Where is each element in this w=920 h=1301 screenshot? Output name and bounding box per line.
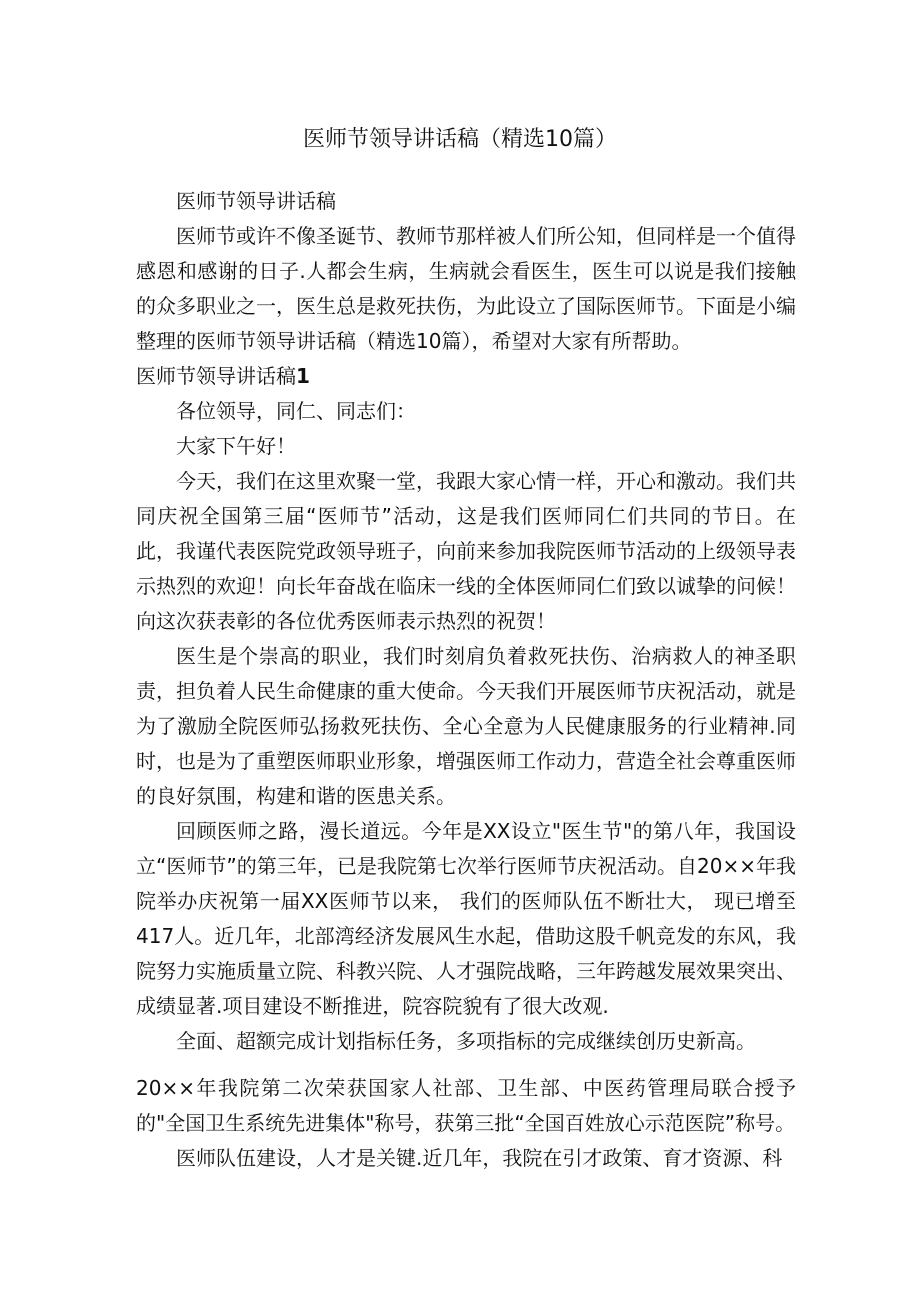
- document-body: [136, 184, 796, 1176]
- intro-paragraph: 医师节或许不像圣诞节、教师节那样被人们所公知，但同样是一个值得感恩和感谢的日子.人都会生病，生病就会看医生，医生可以说是我们接触的众多职业之一，医生总是救死扶伤，为此设立了国际医师节。下面是小编整理的医师节领导讲话稿（精选10篇），希望对大家有所帮助。: [136, 224, 796, 353]
- document-title: 医师节领导讲话稿（精选10篇）: [303, 127, 617, 152]
- body-paragraph: 医师队伍建设，人才是关键.近几年，我院在引才政策、育才资源、科: [176, 1146, 783, 1170]
- body-paragraph: 今天，我们在这里欢聚一堂，我跟大家心情一样，开心和激动。我们共同庆祝全国第三届“医师节”活动，这是我们医师同仁们共同的节日。在此，我谨代表医院党政领导班子，向前来参加我院医师节活动的上级领导表示热烈的欢迎！向长年奋战在临床一线的全体医师同仁们致以诚挚的问候！向这次获表彰的各位优秀医师表示热烈的祝贺！: [136, 469, 796, 633]
- document-subtitle: 医师节领导讲话稿: [176, 189, 336, 213]
- section-heading: [136, 359, 796, 394]
- salutation-paragraph: 大家下午好！: [176, 434, 296, 458]
- greeting-paragraph: 各位领导，同仁、同志们：: [176, 399, 416, 423]
- body-paragraph: 全面、超额完成计划指标任务，多项指标的完成继续创历史新高。: [176, 1029, 756, 1053]
- body-paragraph: 20××年我院第二次荣获国家人社部、卫生部、中医药管理局联合授予的"全国卫生系统先进集体"称号，获第三批“全国百姓放心示范医院”称号。: [136, 1076, 796, 1135]
- section-heading-text: 医师节领导讲话稿: [136, 364, 296, 388]
- body-paragraph: 回顾医师之路，漫长道远。今年是XX设立"医生节"的第八年，我国设立“医师节”的第三年，已是我院第七次举行医师节庆祝活动。自20××年我院举办庆祝第一届XX医师节以来， 我们的医师队伍不断壮大， 现已增至417人。近几年，北部湾经济发展风生水起，借助这股千帆竞发的东风，我院努力实施质量立院、科教兴院、人才强院战略，三年跨越发展效果突出、成绩显著.项目建设不断推进，院容院貌有了很大改观.: [136, 819, 796, 1018]
- section-heading-number: 1: [296, 364, 310, 388]
- body-paragraph: 医生是个崇高的职业，我们时刻肩负着救死扶伤、治病救人的神圣职责，担负着人民生命健康的重大使命。今天我们开展医师节庆祝活动，就是为了激励全院医师弘扬救死扶伤、全心全意为人民健康服务的行业精神.同时，也是为了重塑医师职业形象，增强医师工作动力，营造全社会尊重医师的良好氛围，构建和谐的医患关系。: [136, 644, 796, 808]
